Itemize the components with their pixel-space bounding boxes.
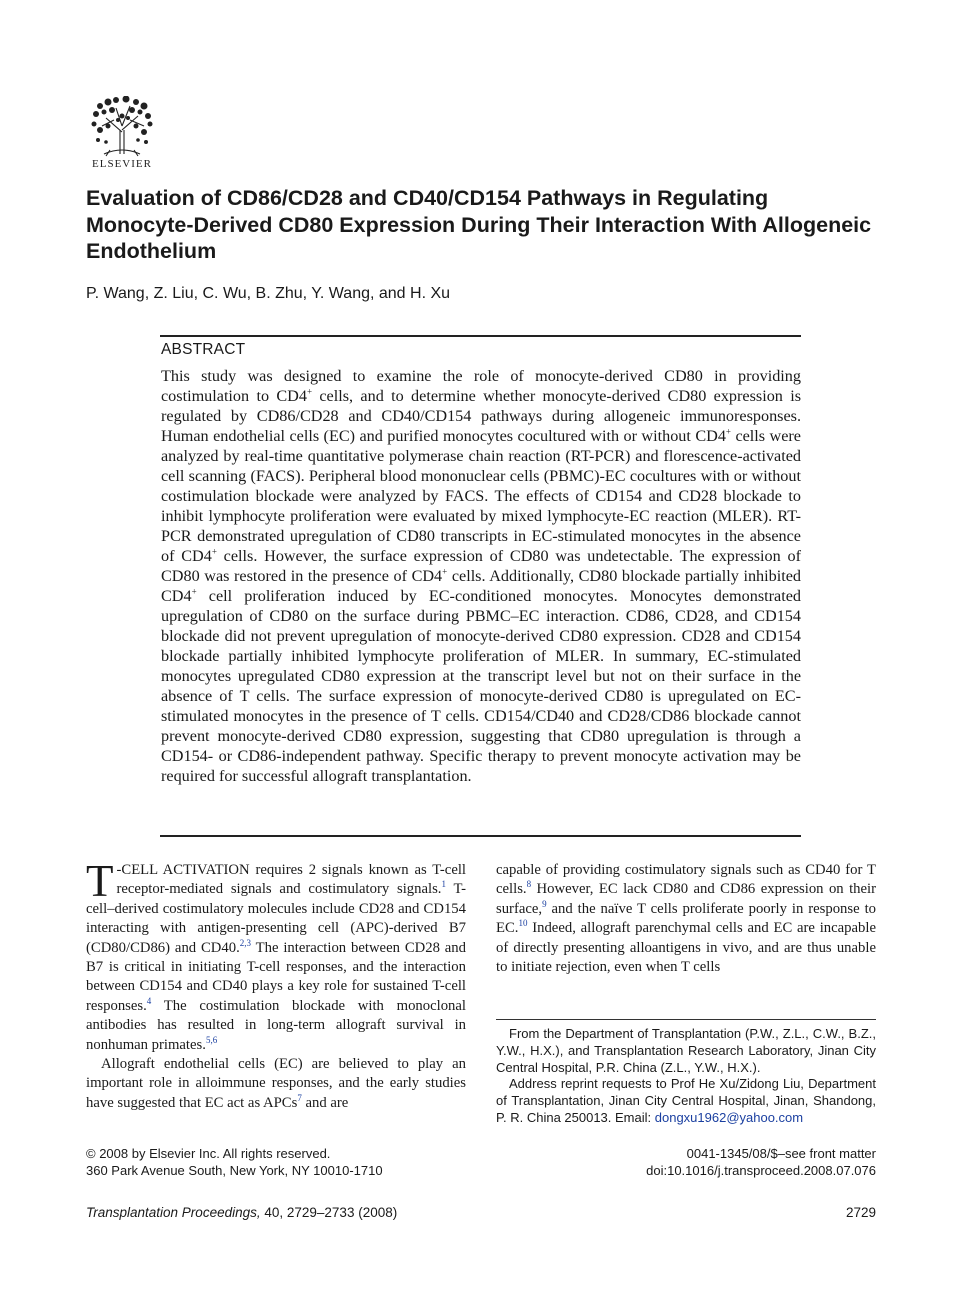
- intro-paragraph-2: Allograft endothelial cells (EC) are believed to play an important role in alloimmune responses, and the early studies have suggested that EC act as APCs$^7$ and are: [86, 1056, 466, 1111]
- email-link[interactable]: dongxu1962@yahoo.com: [654, 1109, 804, 1125]
- affiliation-footnote: [496, 1026, 876, 1127]
- article-title: Evaluation of CD86/CD28 and CD40/CD154 Pathways in Regulating Monocyte-Derived CD80 Expression During Their Interaction With Allogeneic Endothelium: [86, 186, 872, 263]
- abstract-top-rule: [160, 335, 801, 337]
- issn-block: [496, 1146, 876, 1179]
- abstract-text: This study was designed to examine the role of monocyte-derived CD80 in providing costimulation to CD4+ cells, and to determine whether monocyte-derived CD80 expression is regulated by CD86/CD28 and CD40/CD154 pathways during allogeneic immunoresponses. Human endothelial cells (EC) and purified monocytes cocultured with or without CD4+ cells were analyzed by real-time quantitative polymerase chain reaction (RT-PCR) and florescence-activated cell scanning (FACS). Peripheral blood mononuclear cells (PBMC)-EC cocultures with or without costimulation blockade were analyzed by FACS. The effects of CD154 and CD28 blockade to inhibit lymphocyte proliferation were evaluated by mixed lymphocyte-EC reaction (MLER). RT-PCR demonstrated upregulation of CD80 transcripts in EC-stimulated monocytes in the absence of CD4+ cells. However, the surface expression of CD80 was undetectable. The expression of CD80 was restored in the presence of CD4+ cells. Additionally, CD80 blockade partially inhibited CD4+ cell proliferation induced by EC-conditioned monocytes. Monocytes demonstrated upregulation of CD80 on the surface during PBMC–EC interaction. CD86, CD28, and CD154 blockade did not prevent upregulation of monocyte-derived CD80 expression. CD28 and CD154 blockade partially inhibited lymphocyte proliferation of MLER. In summary, EC-stimulated monocytes upregulated CD80 expression at the transcript level but not on their surface in the absence of T cells. The surface expression of monocyte-derived CD80 is upregulated on EC-stimulated monocytes in the presence of T cells. CD154/CD40 and CD28/CD86 blockade cannot prevent monocyte-derived CD80 expression, suggesting that CD80 upregulation is through a CD154- or CD86-independent pathway. Specific therapy to prevent monocyte activation may be required for successful allograft transplantation.: [161, 367, 802, 785]
- citation-link[interactable]: 4: [146, 995, 152, 1006]
- footnote-rule: [496, 1019, 876, 1020]
- intro-paragraph-1: T -CELL ACTIVATION requires 2 signals known as T-cell receptor-mediated signals and costimulatory signals.$^1$ T-cell–derived costimulatory molecules include CD28 and CD154 interacting with antigen-presenting cell (APC)-derived B7 (CD80/CD86) and CD40.$^{2,3}$ The interaction between CD28 and B7 is critical in initiating T-cell responses, and the interaction between CD154 and CD40 plays a key role for sustained T-cell responses.$^4$ The costimulation blockade with monoclonal antibodies has resulted in long-term allograft survival in nonhuman primates.$^{5,6}$: [86, 856, 467, 1053]
- issn-line: 0041-1345/08/$–see front matter: [686, 1146, 876, 1161]
- page-number: 2729: [845, 1205, 876, 1220]
- drop-cap: T: [86, 856, 114, 906]
- copyright-block: [86, 1146, 383, 1179]
- publisher-name: ELSEVIER: [92, 158, 152, 170]
- affiliation-text: From the Department of Transplantation (P.W., Z.L., C.W., B.Z., Y.W., H.X.), and Transplantation Research Laboratory, Jinan City Central Hospital, P.R. China (Z.L., Y.W., H.X.).: [496, 1026, 876, 1075]
- elsevier-logo: [86, 96, 158, 174]
- citation-link[interactable]: 5,6: [205, 1034, 218, 1045]
- citation-link[interactable]: 7: [297, 1092, 302, 1103]
- copyright-line: © 2008 by Elsevier Inc. All rights reserved.: [86, 1146, 331, 1161]
- abstract-bottom-rule: [160, 835, 801, 837]
- citation-link[interactable]: 10: [518, 918, 528, 929]
- citation-link[interactable]: 2,3: [239, 937, 252, 948]
- body-column-left: [86, 856, 467, 1113]
- doi-line[interactable]: doi:10.1016/j.transproceed.2008.07.076: [646, 1162, 876, 1178]
- tree-logo-icon: [86, 96, 158, 158]
- abstract-heading: ABSTRACT: [161, 341, 246, 358]
- author-list: P. Wang, Z. Liu, C. Wu, B. Zhu, Y. Wang, and H. Xu: [86, 285, 451, 302]
- citation-link[interactable]: 9: [542, 898, 547, 909]
- journal-citation: Transplantation Proceedings, 40, 2729–2733 (2008): [86, 1205, 398, 1220]
- journal-name: Transplantation Proceedings,: [86, 1205, 261, 1220]
- citation-link[interactable]: 1: [441, 879, 446, 890]
- reprint-address: Address reprint requests to Prof He Xu/Zidong Liu, Department of Transplantation, Jinan City Central Hospital, Jinan, Shandong, P. R. China 250013. Email: dongxu1962@yahoo.com: [496, 1076, 876, 1125]
- intro-paragraph-2-cont: capable of providing costimulatory signals such as CD40 for T cells.$^8$ However, EC lack CD80 and CD86 expression on their surface,$^9$ and the naïve T cells proliferate poorly in response to EC.$^{10}$ Indeed, allograft parenchymal cells and EC are incapable of directly presenting alloantigens in vivo, and are thus unable to initiate rejection, even when T cells: [496, 862, 876, 976]
- body-column-right: [496, 861, 876, 977]
- publisher-address: 360 Park Avenue South, New York, NY 10010-1710: [86, 1162, 383, 1178]
- citation-link[interactable]: 8: [526, 879, 532, 890]
